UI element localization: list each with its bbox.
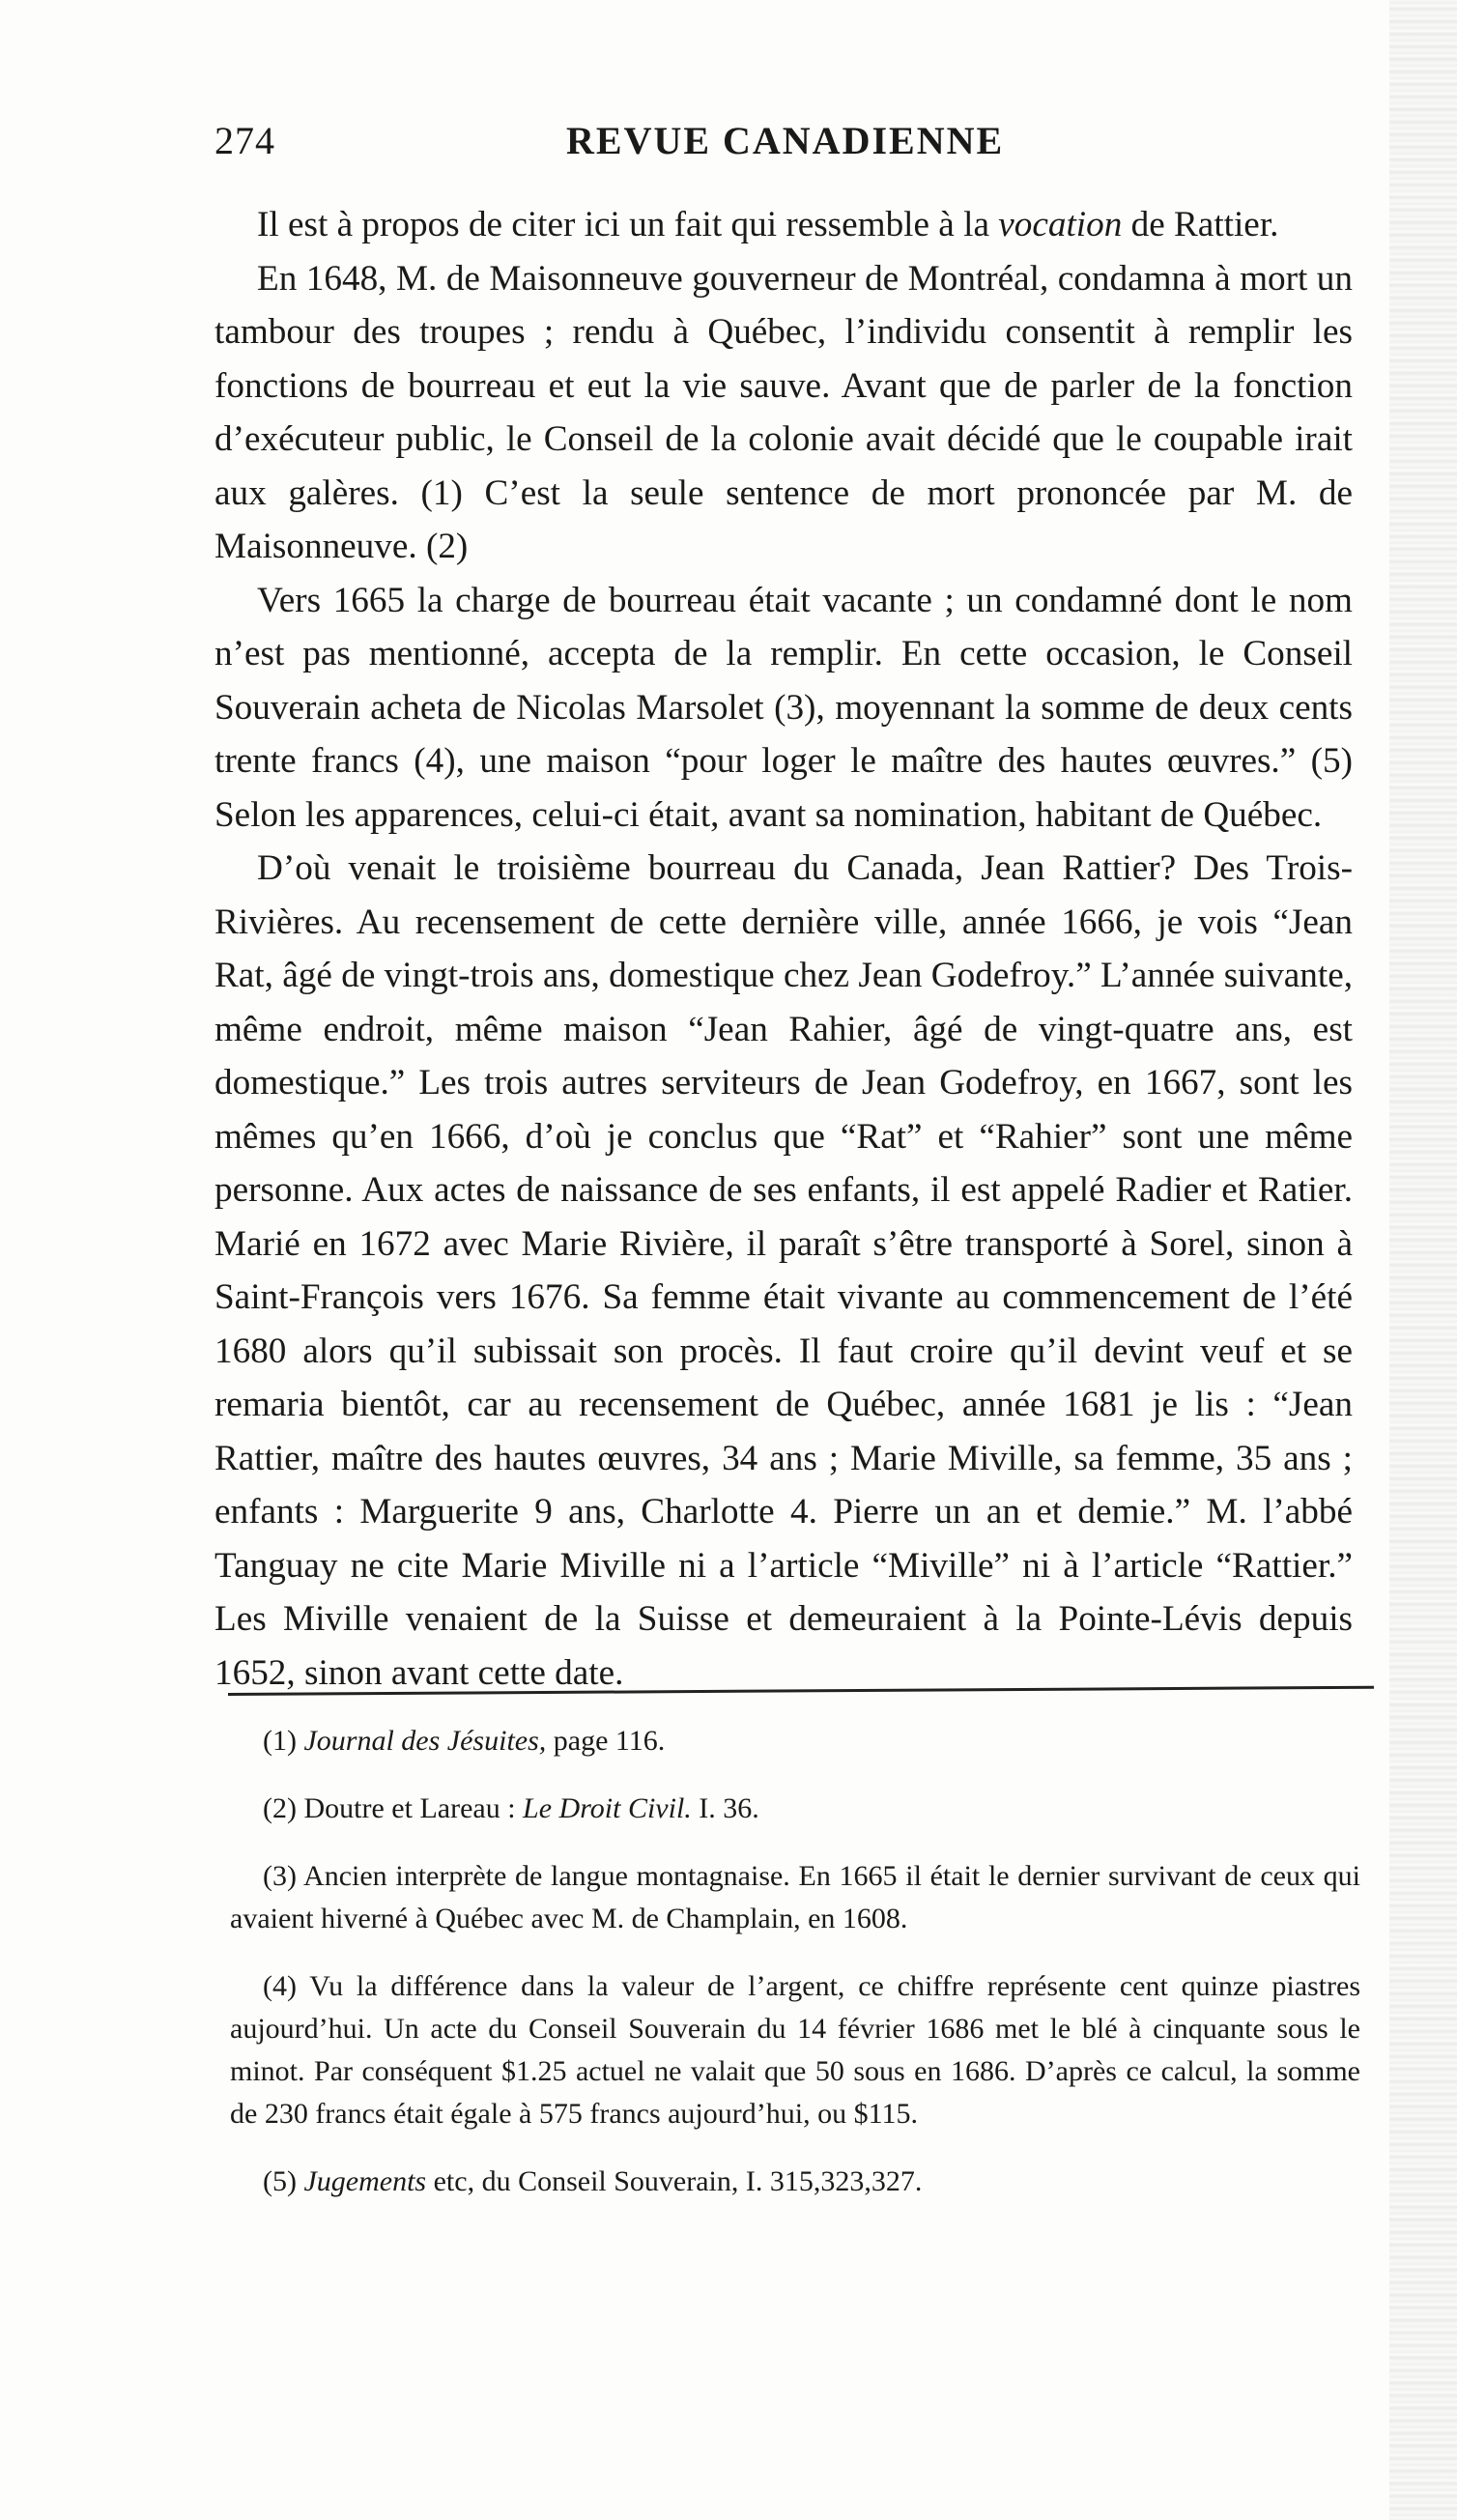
footnote-2-number: (2) [263, 1792, 304, 1824]
paragraph-1-italic: vocation [998, 205, 1123, 244]
footnote-1 [230, 1720, 1360, 1762]
footnote-5-number: (5) [263, 2165, 304, 2197]
footnote-2 [230, 1788, 1360, 1830]
footnote-1-number: (1) [263, 1725, 304, 1757]
paragraph-1-tail: de Rattier. [1122, 205, 1279, 244]
footnote-4: (4) Vu la différence dans la valeur de l’argent, ce chiffre représente cent quinze piastres aujourd’hui. Un acte du Conseil Souverain du 14 février 1686 met le blé à cinquante sous le minot. Par conséquent $1.25 actuel ne valait que 50 sous en 1686. D’après ce calcul, la somme de 230 francs était égale à 575 francs aujourd’hui, ou $115. [230, 1970, 1360, 2130]
paragraph-1 [214, 198, 1353, 252]
footnote-2-text: I. 36. [691, 1792, 759, 1824]
paragraph-4: D’où venait le troisième bourreau du Canada, Jean Rattier? Des Trois-Rivières. Au recensement de cette dernière ville, année 1666, je vois “Jean Rat, âgé de vingt-trois ans, domestique chez Jean Godefroy.” L’année suivante, même endroit, même maison “Jean Rahier, âgé de vingt-quatre ans, est domestique.” Les trois autres serviteurs de Jean Godefroy, en 1667, sont les mêmes qu’en 1666, d’où je conclus que “Rat” et “Rahier” sont une même personne. Aux actes de naissance de ses enfants, il est appelé Radier et Ratier. Marié en 1672 avec Marie Rivière, il paraît s’être transporté à Sorel, sinon à Saint-François vers 1676. Sa femme était vivante au commencement de l’été 1680 alors qu’il subissait son procès. Il faut croire qu’il devint veuf et se remaria bientôt, car au recensement de Québec, année 1681 je lis : “Jean Rattier, maître des hautes œuvres, 34 ans ; Marie Miville, sa femme, 35 ans ; enfants : Marguerite 9 ans, Charlotte 4. Pierre un an et demie.” M. l’abbé Tanguay ne cite Marie Miville ni a l’article “Miville” ni à l’article “Rattier.” Les Miville venaient de la Suisse et demeuraient à la Pointe-Lévis depuis 1652, sinon avant cette date. [214, 848, 1353, 1693]
footnote-5 [230, 2161, 1360, 2203]
footnote-2-authors: Doutre et Lareau : [303, 1792, 524, 1824]
footnote-5-title: Jugements [303, 2165, 427, 2197]
footnote-1-text: page 116. [546, 1725, 666, 1757]
footnote-3: (3) Ancien interprète de langue montagnaise. En 1665 il était le dernier survivant de ceux qui avaient hiverné à Québec avec M. de Champlain, en 1608. [230, 1860, 1360, 1934]
footnote-2-title: Le Droit Civil. [523, 1792, 692, 1824]
paragraph-1-text: Il est à propos de citer ici un fait qui ressemble à la [257, 205, 999, 244]
paragraph-3: Vers 1665 la charge de bourreau était vacante ; un condamné dont le nom n’est pas mentionné, accepta de la remplir. En cette occasion, le Conseil Souverain acheta de Nicolas Marsolet (3), moyennant la somme de deux cents trente francs (4), une maison “pour loger le maître des hautes œuvres.” (5) Selon les apparences, celui-ci était, avant sa nomination, habitant de Québec. [214, 580, 1353, 835]
body-text [214, 198, 1353, 1700]
scan-edge [1389, 0, 1457, 2520]
footnotes [230, 1720, 1360, 2228]
page-number: 274 [214, 119, 275, 162]
running-title: REVUE CANADIENNE [566, 119, 1005, 162]
paragraph-2: En 1648, M. de Maisonneuve gouverneur de Montréal, condamna à mort un tambour des troupes ; rendu à Québec, l’individu consentit à remplir les fonctions de bourreau et eut la vie sauve. Avant que de parler de la fonction d’exécuteur public, le Conseil de la colonie avait décidé que le coupable irait aux galères. (1) C’est la seule sentence de mort prononcée par M. de Maisonneuve. (2) [214, 258, 1353, 566]
page-header [214, 118, 1355, 176]
footnote-5-text: etc, du Conseil Souverain, I. 315,323,327. [426, 2165, 923, 2197]
footnote-1-title: Journal des Jésuites, [303, 1725, 547, 1757]
